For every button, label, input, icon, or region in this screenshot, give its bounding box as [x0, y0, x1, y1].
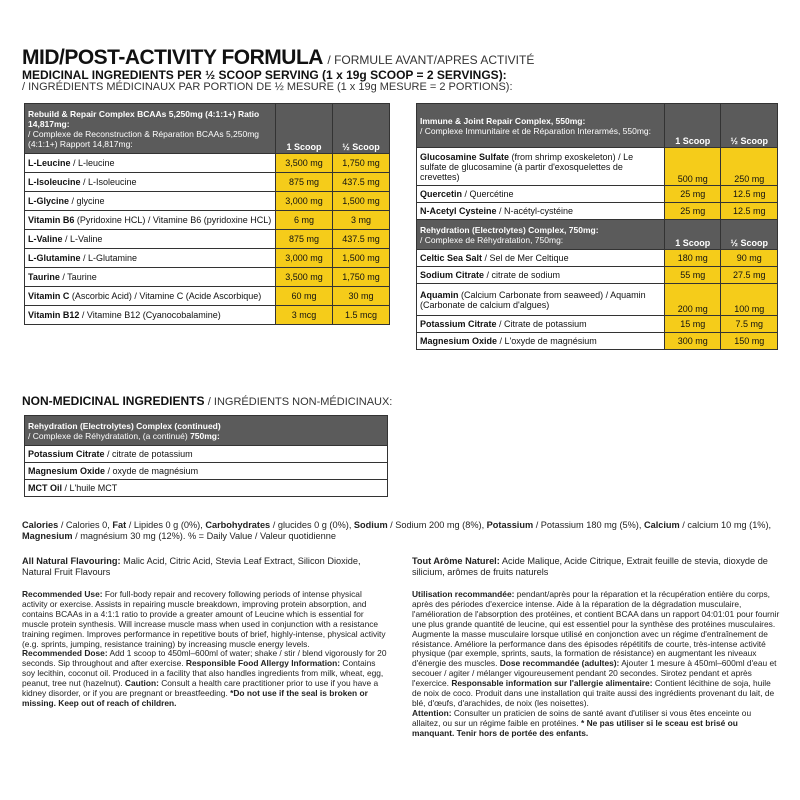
- bcaa-half-scoop-value: 30 mg: [333, 287, 390, 306]
- electrolytes-ingredient: [417, 284, 665, 316]
- immune-header: [417, 104, 665, 148]
- bcaa-ingredient: [25, 211, 276, 230]
- caution-en-text: Consult a health care practitioner prior to use if you have a kidney disorder, or if you are pregnant or breastfeeding.: [22, 678, 379, 699]
- recommended-use-fr: [412, 590, 780, 739]
- bcaa-half-scoop-value: 1.5 mcg: [333, 306, 390, 325]
- calories-label: Calories: [22, 520, 59, 530]
- allergy-en-label: Responsible Food Allergy Information:: [185, 658, 341, 669]
- electrolytes-row: [417, 250, 778, 267]
- electrolytes-half-scoop-value: 100 mg: [721, 284, 778, 316]
- electrolytes-ingredient: [417, 250, 665, 267]
- bcaa-ingredient-fr: / L-leucine: [70, 158, 115, 168]
- flavouring-fr-label: Tout Arôme Naturel:: [412, 556, 500, 566]
- bcaa-ingredient-en: L-Valine: [28, 234, 63, 244]
- electrolytes-row: [417, 316, 778, 333]
- non-medicinal-ingredient-fr: / oxyde de magnésium: [105, 466, 199, 476]
- bcaa-ingredient: [25, 154, 276, 173]
- bcaa-half-scoop-value: 437.5 mg: [333, 173, 390, 192]
- electrolytes-ingredient-fr: / L'oxyde de magnésium: [497, 336, 597, 346]
- electrolytes-one-scoop-value: 55 mg: [665, 267, 721, 284]
- bcaa-ingredient: [25, 230, 276, 249]
- electrolytes-one-scoop-value: 200 mg: [665, 284, 721, 316]
- flavouring-en-text: Malic Acid, Citric Acid, Stevia Leaf Extract, Silicon Dioxide, Natural Fruit Flavours: [22, 556, 361, 577]
- electrolytes-half-scoop-value: 27.5 mg: [721, 267, 778, 284]
- electrolytes-ingredient-fr: / citrate de sodium: [484, 270, 561, 280]
- non-medicinal-header-fr: / Complexe de Réhydratation, (a continué): [28, 430, 191, 441]
- flavouring-fr-text: Acide Malique, Acide Citrique, Extrait feuille de stevia, dioxyde de silicium, arômes de fruits naturels: [412, 556, 768, 577]
- bcaa-ingredient-fr: / Taurine: [59, 272, 97, 282]
- non-medicinal-title-fr: / INGRÉDIENTS NON-MÉDICINAUX:: [207, 396, 393, 408]
- bcaa-row: [25, 306, 390, 325]
- electrolytes-ingredient: [417, 267, 665, 284]
- immune-half-scoop-value: 12.5 mg: [721, 203, 778, 220]
- bcaa-ingredient-en: Vitamin B6: [28, 215, 75, 225]
- flavouring-en-label: All Natural Flavouring:: [22, 556, 121, 566]
- electrolytes-ingredient-en: Aquamin: [420, 289, 459, 300]
- bcaa-half-scoop-value: 437.5 mg: [333, 230, 390, 249]
- bcaa-half-scoop-value: 3 mg: [333, 211, 390, 230]
- bcaa-half-scoop-value: 1,750 mg: [333, 154, 390, 173]
- use-en-text: For full-body repair and recovery following periods of intense physical activity or exercise. Assists in repairing muscle breakdown, improving protein absorption, and contains BCAAs in a 4:1:1 ratio to provide a greater amount of Leucine which is essential for muscle protein synthesis. Will increase muscle mass when used in conjunction with a resistance training regimen. Improves performance in repetitive bouts of brief, highly-intense, physical activity (e.g. sprints, jumping, resistance training) by increasing muscle energy levels.: [22, 589, 386, 649]
- non-medicinal-header: [25, 416, 388, 446]
- non-medicinal-title: [22, 394, 392, 408]
- bcaa-one-scoop-value: 3,000 mg: [276, 249, 333, 268]
- bcaa-table-header: [25, 104, 276, 154]
- non-medicinal-ingredient-en: MCT Oil: [28, 483, 62, 493]
- bcaa-one-scoop-value: 875 mg: [276, 173, 333, 192]
- electrolytes-half-scoop-value: 150 mg: [721, 333, 778, 350]
- bcaa-ingredient: [25, 268, 276, 287]
- bcaa-one-scoop-value: 60 mg: [276, 287, 333, 306]
- immune-row: [417, 203, 778, 220]
- use-fr-text: pendant/après pour la réparation et la récupération entière du corps, après des périodes d'exercice intense. Aide à la réparation de la dégradation musculaire, l'amélioration de l'absorption des protéines, et contient BCAA dans un rapport 04:01:01 pour fournir une plus grande quantité de leucine, qui est essentiel pour la synthèse des protéines musculaires. Augmente la masse musculaire lorsque utilisé en conjonction avec un régime d'entraînement de résistance. Améliore la performance dans des épisodes répétitifs de courte, très-intense activité physique (par exemple, sprints, sauts, la formation de résistance) en augmentant les niveaux d'énergie des muscles.: [412, 589, 780, 669]
- bcaa-ingredient-en: L-Isoleucine: [28, 177, 81, 187]
- bcaa-header-en: Rebuild & Repair Complex BCAAs 5,250mg (4:1:1+) Ratio 14,817mg:: [28, 108, 260, 129]
- sodium-label: Sodium: [353, 520, 388, 530]
- dose-en-label: Recommended Dose:: [22, 648, 108, 659]
- medicinal-subtitle: MEDICINAL INGREDIENTS PER ½ SCOOP SERVING (1 x 19g SCOOP = 2 SERVINGS):: [22, 68, 507, 82]
- page-header: [22, 46, 792, 70]
- bcaa-row: [25, 287, 390, 306]
- carbohydrates-label: Carbohydrates: [205, 520, 271, 530]
- allergy-en-text: Contains soy lecithin, coconut oil. Produced in a facility that also handles ingredients from milk, wheat, egg, peanut, tree nut (hazelnut).: [22, 658, 384, 689]
- electrolytes-ingredient-fr: / Citrate de potassium: [496, 319, 587, 329]
- bcaa-ingredient-fr: / L-Glutamine: [80, 253, 138, 263]
- bcaa-one-scoop-value: 3,000 mg: [276, 192, 333, 211]
- allergy-fr-text: Contient lécithine de soja, huile de noix de coco. Produit dans une installation qui traite aussi des ingrédients provenant du lait, de blé, d'œufs, d'arachides, de noix (les noisettes).: [412, 678, 775, 708]
- bcaa-ingredient-fr: / L-Isoleucine: [80, 177, 137, 187]
- bcaa-one-scoop-value: 3,500 mg: [276, 154, 333, 173]
- electrolytes-one-scoop-value: 300 mg: [665, 333, 721, 350]
- bcaa-one-scoop-value: 6 mg: [276, 211, 333, 230]
- page-title-fr: / FORMULE AVANT/APRES ACTIVITÉ: [327, 53, 535, 67]
- caution-fr-label: Attention:: [412, 707, 452, 718]
- electrolytes-ingredient: [417, 333, 665, 350]
- potassium-label: Potassium: [486, 520, 534, 530]
- bcaa-col-half-scoop: ½ Scoop: [333, 104, 390, 154]
- bcaa-row: [25, 154, 390, 173]
- immune-half-scoop-value: 12.5 mg: [721, 186, 778, 203]
- bcaa-ingredient: [25, 249, 276, 268]
- electrolytes-ingredient-en: Magnesium Oxide: [420, 336, 498, 346]
- fat-value: / Lipides 0 g (0%),: [126, 520, 206, 530]
- electrolytes-col-one-scoop: 1 Scoop: [665, 220, 721, 250]
- calcium-label: Calcium: [643, 520, 680, 530]
- non-medicinal-table: [24, 415, 388, 497]
- bcaa-ingredient-en: L-Leucine: [28, 158, 71, 168]
- electrolytes-header-fr: / Complexe de Réhydratation, 750mg:: [420, 234, 564, 245]
- allergy-fr-label: Responsable information sur l'allergie alimentaire:: [451, 678, 653, 689]
- non-medicinal-header-amount: 750mg:: [190, 430, 220, 441]
- bcaa-ingredient-fr: / glycine: [69, 196, 105, 206]
- bcaa-row: [25, 192, 390, 211]
- calcium-value: / calcium 10 mg (1%),: [679, 520, 772, 530]
- bcaa-col-one-scoop: 1 Scoop: [276, 104, 333, 154]
- electrolytes-one-scoop-value: 15 mg: [665, 316, 721, 333]
- non-medicinal-title-en: NON-MEDICINAL INGREDIENTS: [22, 394, 205, 408]
- magnesium-value: / magnésium 30 mg (12%). % = Daily Value / Valeur quotidienne: [72, 530, 336, 541]
- bcaa-row: [25, 230, 390, 249]
- non-medicinal-ingredient-fr: / citrate de potassium: [104, 449, 193, 459]
- electrolytes-header: [417, 220, 665, 250]
- bcaa-ingredient-fr: / Vitamine B12 (Cyanocobalamine): [79, 310, 221, 320]
- non-medicinal-header-en: Rehydration (Electrolytes) Complex (continued): [28, 420, 221, 431]
- bcaa-ingredient-en: Vitamin B12: [28, 310, 80, 320]
- immune-ingredient-fr: (from shrimp exoskeleton) / Le sulfate de glucosamine (à partir d'exosquelettes de crevettes): [420, 151, 634, 182]
- calories-value: / Calories 0,: [58, 520, 113, 530]
- dose-en-text: Add 1 scoop to 450ml–600ml of water; shake / stir / blend vigorously for 20 seconds. Sip throughout and after exercise.: [22, 648, 387, 669]
- bcaa-ingredient: [25, 192, 276, 211]
- dose-fr-label: Dose recommandée (adultes):: [499, 658, 620, 669]
- use-en-label: Recommended Use:: [22, 589, 103, 599]
- bcaa-ingredient-en: L-Glycine: [28, 196, 70, 206]
- bcaa-ingredient: [25, 173, 276, 192]
- sodium-value: / Sodium 200 mg (8%),: [387, 520, 487, 530]
- bcaa-one-scoop-value: 3,500 mg: [276, 268, 333, 287]
- non-medicinal-row: [25, 463, 388, 480]
- bcaa-half-scoop-value: 1,750 mg: [333, 268, 390, 287]
- electrolytes-ingredient-en: Celtic Sea Salt: [420, 253, 483, 263]
- electrolytes-ingredient-en: Potassium Citrate: [420, 319, 497, 329]
- magnesium-label: Magnesium: [22, 530, 73, 541]
- electrolytes-half-scoop-value: 90 mg: [721, 250, 778, 267]
- electrolytes-ingredient-fr: (Calcium Carbonate from seaweed) / Aquamin (Carbonate de calcium d'algues): [420, 289, 646, 310]
- immune-header-fr: / Complexe Immunitaire et de Réparation Interarmés, 550mg:: [420, 125, 652, 136]
- non-medicinal-ingredient: [25, 446, 388, 463]
- bcaa-ingredient-en: Taurine: [28, 272, 60, 282]
- bcaa-one-scoop-value: 875 mg: [276, 230, 333, 249]
- immune-ingredient: [417, 148, 665, 186]
- nutrition-facts-line: [22, 520, 792, 541]
- bcaa-ingredient: [25, 287, 276, 306]
- caution-en-label: Caution:: [124, 678, 159, 689]
- bcaa-ingredient-fr: / L-Valine: [62, 234, 103, 244]
- non-medicinal-ingredient-en: Potassium Citrate: [28, 449, 105, 459]
- immune-ingredient-fr: / N-acétyl-cystéine: [496, 206, 574, 216]
- immune-ingredient-en: Glucosamine Sulfate: [420, 151, 510, 162]
- bcaa-header-fr: / Complexe de Reconstruction & Réparation BCAAs 5,250mg (4:1:1+) Rapport 14,817mg:: [28, 128, 260, 149]
- bcaa-ingredient-en: L-Glutamine: [28, 253, 81, 263]
- immune-ingredient: [417, 186, 665, 203]
- immune-ingredient-en: N-Acetyl Cysteine: [420, 206, 497, 216]
- bcaa-ingredient-en: Vitamin C: [28, 291, 70, 301]
- non-medicinal-row: [25, 480, 388, 497]
- flavouring-en: [22, 556, 390, 577]
- fat-label: Fat: [112, 520, 127, 530]
- bcaa-table: [24, 103, 390, 325]
- medicinal-subtitle-fr: / INGRÉDIENTS MÉDICINAUX PAR PORTION DE ½ MESURE (1 x 19g MESURE = 2 PORTIONS):: [22, 81, 513, 93]
- immune-col-half-scoop: ½ Scoop: [721, 104, 778, 148]
- immune-col-one-scoop: 1 Scoop: [665, 104, 721, 148]
- electrolytes-ingredient-en: Sodium Citrate: [420, 270, 485, 280]
- non-medicinal-ingredient-fr: / L'huile MCT: [62, 483, 118, 493]
- non-medicinal-row: [25, 446, 388, 463]
- bcaa-ingredient-fr: (Ascorbic Acid) / Vitamine C (Acide Ascorbique): [69, 291, 262, 301]
- electrolytes-one-scoop-value: 180 mg: [665, 250, 721, 267]
- electrolytes-row: [417, 333, 778, 350]
- electrolytes-header-en: Rehydration (Electrolytes) Complex, 750mg:: [420, 224, 599, 235]
- immune-one-scoop-value: 500 mg: [665, 148, 721, 186]
- caution-fr-text: Consulter un praticien de soins de santé avant d'utiliser si vous êtes enceinte ou allaitez, ou sur un régime faible en protéines.: [412, 707, 752, 728]
- immune-ingredient-fr: / Quercétine: [462, 189, 514, 199]
- non-medicinal-ingredient: [25, 463, 388, 480]
- immune-one-scoop-value: 25 mg: [665, 186, 721, 203]
- non-medicinal-ingredient-en: Magnesium Oxide: [28, 466, 106, 476]
- immune-one-scoop-value: 25 mg: [665, 203, 721, 220]
- immune-row: [417, 186, 778, 203]
- immune-row: [417, 148, 778, 186]
- dose-fr-text: Ajouter 1 mesure à 450ml–600ml d'eau et secouer / agiter / mélanger vigoureusement pendant 20 secondes. Sirotez pendant et après l'exercice.: [412, 658, 777, 689]
- bcaa-one-scoop-value: 3 mcg: [276, 306, 333, 325]
- seal-warning-fr: * Ne pas utiliser si le sceau est brisé ou manquant. Tenir hors de portée des enfants.: [412, 717, 738, 738]
- bcaa-row: [25, 249, 390, 268]
- immune-ingredient: [417, 203, 665, 220]
- bcaa-ingredient: [25, 306, 276, 325]
- carbohydrates-value: / glucides 0 g (0%),: [270, 520, 354, 530]
- bcaa-row: [25, 211, 390, 230]
- page-title: MID/POST-ACTIVITY FORMULA: [22, 46, 323, 69]
- bcaa-half-scoop-value: 1,500 mg: [333, 192, 390, 211]
- flavouring-fr: [412, 556, 780, 577]
- use-fr-label: Utilisation recommandée:: [412, 589, 515, 599]
- seal-warning-en: *Do not use if the seal is broken or missing. Keep out of reach of children.: [22, 688, 368, 708]
- bcaa-half-scoop-value: 1,500 mg: [333, 249, 390, 268]
- immune-header-en: Immune & Joint Repair Complex, 550mg:: [420, 115, 586, 126]
- immune-joint-table: [416, 103, 778, 350]
- electrolytes-row: [417, 284, 778, 316]
- electrolytes-col-half-scoop: ½ Scoop: [721, 220, 778, 250]
- electrolytes-ingredient-fr: / Sel de Mer Celtique: [482, 253, 569, 263]
- immune-half-scoop-value: 250 mg: [721, 148, 778, 186]
- immune-ingredient-en: Quercetin: [420, 189, 463, 199]
- electrolytes-half-scoop-value: 7.5 mg: [721, 316, 778, 333]
- bcaa-row: [25, 173, 390, 192]
- bcaa-row: [25, 268, 390, 287]
- bcaa-ingredient-fr: (Pyridoxine HCL) / Vitamine B6 (pyridoxine HCL): [74, 215, 272, 225]
- electrolytes-ingredient: [417, 316, 665, 333]
- non-medicinal-ingredient: [25, 480, 388, 497]
- recommended-use-en: [22, 590, 388, 709]
- electrolytes-row: [417, 267, 778, 284]
- potassium-value: / Potassium 180 mg (5%),: [533, 520, 644, 530]
